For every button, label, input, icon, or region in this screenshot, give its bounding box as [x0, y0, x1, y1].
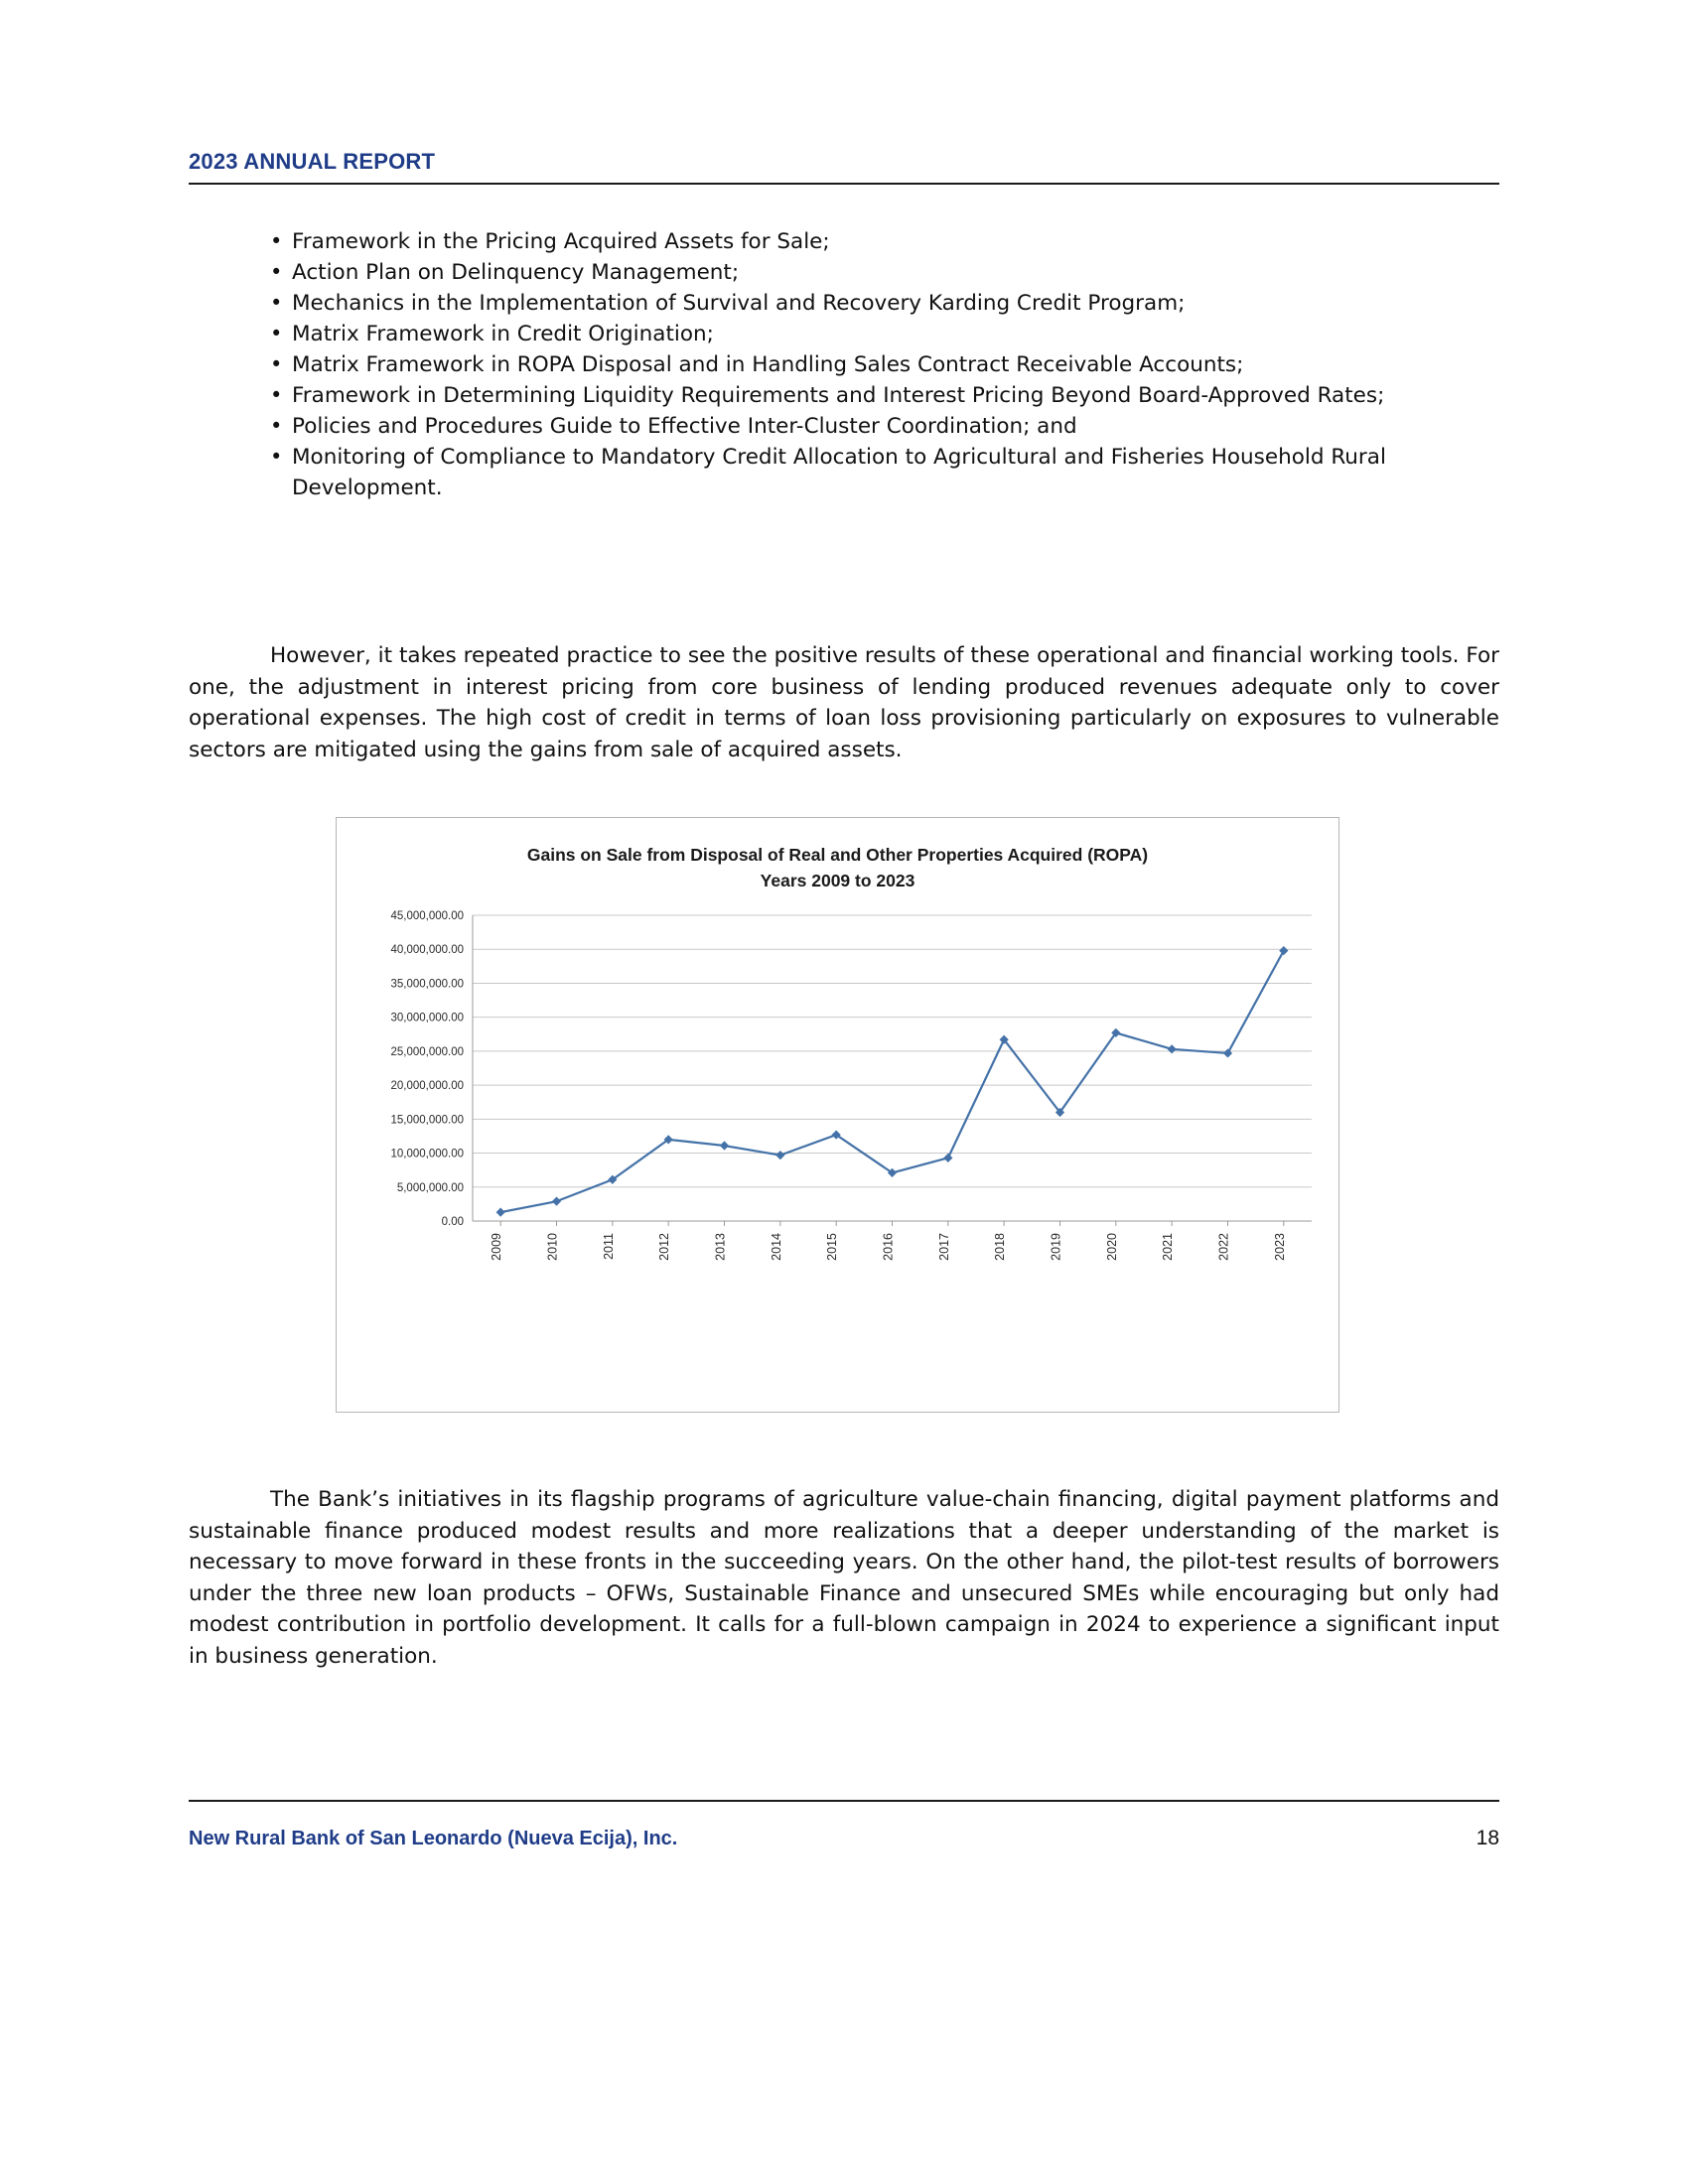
- bullet-marker-icon: •: [270, 291, 283, 315]
- list-item: [270, 288, 1491, 319]
- bullet-marker-icon: •: [270, 260, 283, 284]
- svg-text:2011: 2011: [601, 1233, 616, 1260]
- list-item: [270, 442, 1491, 503]
- svg-text:40,000,000.00: 40,000,000.00: [390, 944, 464, 957]
- bullet-marker-icon: •: [270, 229, 283, 253]
- page-header: [189, 149, 1499, 185]
- svg-text:10,000,000.00: 10,000,000.00: [390, 1148, 464, 1160]
- chart-title-block: [337, 842, 1338, 893]
- svg-text:2015: 2015: [825, 1233, 840, 1261]
- svg-text:25,000,000.00: 25,000,000.00: [390, 1045, 464, 1058]
- bullet-list: [270, 226, 1491, 503]
- svg-text:45,000,000.00: 45,000,000.00: [390, 910, 464, 922]
- svg-text:20,000,000.00: 20,000,000.00: [390, 1080, 464, 1093]
- page-footer: [189, 1827, 1499, 1850]
- svg-text:2016: 2016: [881, 1233, 896, 1261]
- svg-text:2023: 2023: [1272, 1233, 1287, 1261]
- svg-text:2009: 2009: [490, 1233, 504, 1261]
- svg-text:2010: 2010: [545, 1233, 560, 1261]
- svg-text:5,000,000.00: 5,000,000.00: [396, 1181, 464, 1194]
- list-item-text: Framework in Determining Liquidity Requirements and Interest Pricing Beyond Board-Approved Rates;: [292, 383, 1385, 408]
- footer-institution: New Rural Bank of San Leonardo (Nueva Ecija), Inc.: [189, 1828, 678, 1849]
- bullet-marker-icon: •: [270, 383, 283, 407]
- list-item: [270, 226, 1491, 257]
- list-item: [270, 257, 1491, 288]
- list-item-text: Action Plan on Delinquency Management;: [292, 260, 740, 285]
- svg-text:15,000,000.00: 15,000,000.00: [390, 1114, 464, 1127]
- bullet-marker-icon: •: [270, 414, 283, 438]
- svg-text:2021: 2021: [1161, 1233, 1176, 1261]
- chart-plot-area: [337, 893, 1338, 1370]
- list-item: [270, 380, 1491, 411]
- list-item-text: Matrix Framework in ROPA Disposal and in Handling Sales Contract Receivable Accounts;: [292, 352, 1244, 377]
- list-item-text: Mechanics in the Implementation of Survival and Recovery Karding Credit Program;: [292, 291, 1186, 316]
- list-item-text: Framework in the Pricing Acquired Assets for Sale;: [292, 229, 830, 254]
- svg-text:2013: 2013: [713, 1233, 728, 1261]
- svg-text:2022: 2022: [1216, 1233, 1231, 1261]
- header-divider: [189, 183, 1499, 185]
- body-paragraph-2: The Bank’s initiatives in its flagship programs of agriculture value-chain financing, digital payment platforms and sustainable finance produced modest results and more realizations that a deeper understanding of the market is necessary to move forward in these fronts in the succeeding years. On the other hand, the pilot-test results of borrowers under the three new loan products – OFWs, Sustainable Finance and unsecured SMEs while encouraging but only had modest contribution in portfolio development. It calls for a full-blown campaign in 2024 to experience a significant input in business generation.: [189, 1487, 1499, 1669]
- list-item-text: Policies and Procedures Guide to Effective Inter-Cluster Coordination; and: [292, 414, 1077, 439]
- bullet-marker-icon: •: [270, 445, 283, 469]
- list-item: [270, 411, 1491, 442]
- header-title: 2023 ANNUAL REPORT: [189, 149, 436, 174]
- bullet-marker-icon: •: [270, 352, 283, 376]
- chart-subtitle: Years 2009 to 2023: [760, 871, 915, 890]
- svg-text:2020: 2020: [1104, 1233, 1119, 1261]
- list-item-text: Monitoring of Compliance to Mandatory Credit Allocation to Agricultural and Fisheries Household Rural Development.: [292, 445, 1386, 500]
- bullet-marker-icon: •: [270, 322, 283, 345]
- list-item: [270, 349, 1491, 380]
- body-paragraph-1: However, it takes repeated practice to see the positive results of these operational and financial working tools. For one, the adjustment in interest pricing from core business of lending produced revenues adequate only to cover operational expenses. The high cost of credit in terms of loan loss provisioning particularly on exposures to vulnerable sectors are mitigated using the gains from sale of acquired assets.: [189, 643, 1499, 762]
- list-item: [270, 319, 1491, 349]
- svg-text:2012: 2012: [657, 1233, 672, 1261]
- svg-text:2014: 2014: [769, 1233, 783, 1261]
- list-item-text: Matrix Framework in Credit Origination;: [292, 322, 714, 346]
- page-number: 18: [1476, 1827, 1499, 1849]
- svg-text:30,000,000.00: 30,000,000.00: [390, 1012, 464, 1024]
- ropa-gains-chart: [336, 817, 1339, 1413]
- svg-text:0.00: 0.00: [441, 1216, 464, 1228]
- svg-text:2017: 2017: [936, 1233, 951, 1261]
- chart-svg: [337, 893, 1338, 1370]
- svg-text:2018: 2018: [993, 1233, 1008, 1261]
- svg-text:35,000,000.00: 35,000,000.00: [390, 978, 464, 991]
- svg-text:2019: 2019: [1049, 1233, 1063, 1261]
- footer-divider: [189, 1800, 1499, 1802]
- chart-title: Gains on Sale from Disposal of Real and Other Properties Acquired (ROPA): [526, 845, 1149, 865]
